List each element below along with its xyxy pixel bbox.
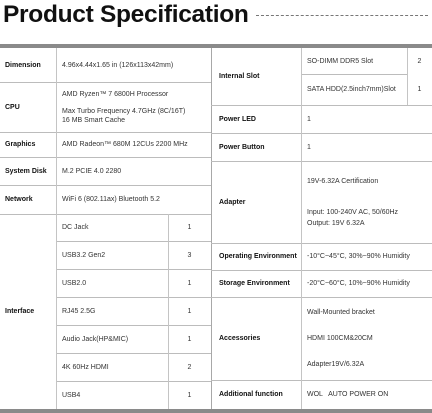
system-disk-value: M.2 PCIE 4.0 2280 bbox=[62, 167, 122, 175]
slot-count: 1 bbox=[417, 86, 422, 93]
dimension-value: 4.96x4.44x1.65 in (126x113x42mm) bbox=[62, 61, 174, 69]
graphics-value: AMD Radeon™ 680M 12CUs 2200 MHz bbox=[62, 141, 188, 148]
accessories-list bbox=[301, 297, 432, 380]
cpu-cache: 16 MB Smart Cache bbox=[62, 116, 126, 124]
port-count: 3 bbox=[187, 251, 192, 259]
accessory-item: HDMI 100CM&20CM bbox=[307, 335, 373, 342]
cpu-label: CPU bbox=[5, 103, 20, 111]
port-count: 1 bbox=[187, 335, 192, 343]
slot-name: SO-DIMM DDR5 Slot bbox=[307, 57, 374, 65]
port-count: 1 bbox=[187, 391, 192, 399]
port-name: USB4 bbox=[62, 391, 81, 399]
accessory-item: Adapter19V/6.32A bbox=[307, 361, 365, 368]
power-button-label: Power Button bbox=[219, 143, 265, 151]
port-name: USB2.0 bbox=[62, 279, 87, 287]
graphics-label: Graphics bbox=[5, 141, 36, 148]
port-name: DC Jack bbox=[62, 224, 89, 231]
adapter-input: Input: 100-240V AC, 50/60Hz bbox=[307, 208, 399, 216]
operating-env-value: -10°C~45°C, 30%~90% Humidity bbox=[307, 253, 410, 260]
port-name: Audio Jack(HP&MIC) bbox=[62, 335, 129, 343]
port-name: RJ45 2.5G bbox=[62, 307, 96, 315]
spec-table bbox=[0, 44, 432, 413]
adapter-certification: 19V-6.32A Certification bbox=[307, 177, 379, 185]
storage-env-label: Storage Environment bbox=[219, 280, 290, 287]
dimension-label: Dimension bbox=[5, 61, 41, 69]
additional-function-value: WOL AUTO POWER ON bbox=[307, 391, 389, 398]
title-divider bbox=[256, 15, 428, 16]
slot-count: 2 bbox=[417, 57, 422, 65]
adapter-value bbox=[301, 161, 432, 243]
operating-env-label: Operating Environment bbox=[219, 253, 297, 260]
storage-env-value: -20°C~60°C, 10%~90% Humidity bbox=[307, 280, 410, 287]
additional-function-label: Additional function bbox=[219, 391, 283, 398]
power-button-value: 1 bbox=[307, 143, 311, 151]
page-title: Product Specification bbox=[3, 1, 249, 28]
internal-slot-label: Internal Slot bbox=[219, 73, 260, 80]
power-led-value: 1 bbox=[307, 115, 311, 123]
network-value: WiFi 6 (802.11ax) Bluetooth 5.2 bbox=[62, 196, 160, 203]
slot-name: SATA HDD(2.5inch7mm)Slot bbox=[307, 86, 396, 93]
adapter-output: Output: 19V 6.32A bbox=[307, 219, 365, 227]
interface-label: Interface bbox=[5, 308, 35, 315]
power-led-label: Power LED bbox=[219, 115, 256, 123]
cpu-value bbox=[56, 82, 211, 132]
accessories-label: Accessories bbox=[219, 335, 261, 342]
port-count: 2 bbox=[187, 363, 192, 371]
port-count: 1 bbox=[187, 307, 192, 315]
port-count: 1 bbox=[187, 224, 192, 231]
cpu-turbo: Max Turbo Frequency 4.7GHz (8C/16T) bbox=[62, 107, 186, 115]
adapter-label: Adapter bbox=[219, 198, 246, 206]
table-bottom-border bbox=[0, 409, 432, 413]
network-label: Network bbox=[5, 196, 33, 203]
system-disk-label: System Disk bbox=[5, 167, 47, 175]
port-name: 4K 60Hz HDMI bbox=[62, 363, 109, 371]
cpu-processor: AMD Ryzen™ 7 6800H Processor bbox=[62, 90, 169, 98]
accessory-item: Wall-Mounted bracket bbox=[307, 309, 375, 316]
port-count: 1 bbox=[187, 279, 192, 287]
port-name: USB3.2 Gen2 bbox=[62, 251, 106, 259]
